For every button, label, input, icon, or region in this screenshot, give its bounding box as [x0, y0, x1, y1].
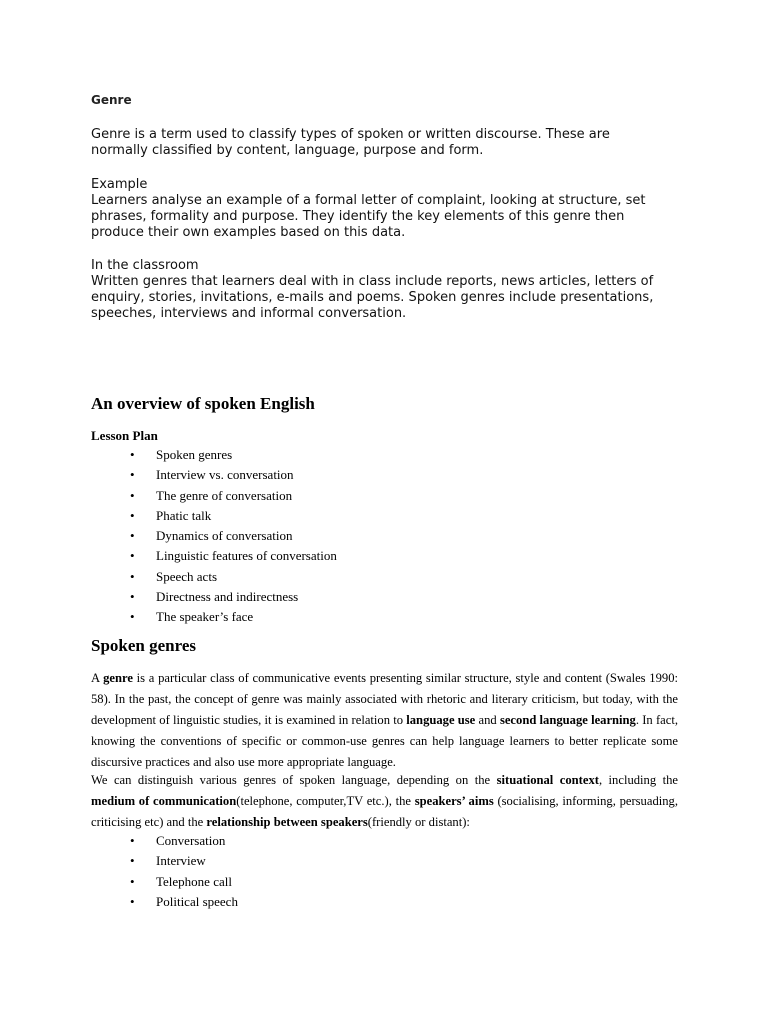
classroom-line: enquiry, stories, invitations, e-mails and poems. Spoken genres include presentations, — [91, 290, 654, 305]
para-bold-term: speakers’ aims — [414, 794, 494, 808]
para-text: We can distinguish various genres of spoken language, depending on the — [91, 773, 497, 787]
list-item — [91, 831, 651, 851]
list-item — [91, 872, 651, 892]
bullet-icon: • — [130, 568, 135, 584]
classroom-line: Written genres that learners deal with in class include reports, news articles, letters of — [91, 274, 654, 289]
list-item — [91, 607, 651, 627]
lesson-plan-label: Lesson Plan — [91, 428, 158, 443]
lesson-plan-list — [91, 445, 651, 628]
list-item — [91, 851, 651, 871]
genre-definition-paragraph — [91, 668, 678, 773]
bullet-icon: • — [130, 873, 135, 889]
genre-classroom — [91, 258, 691, 322]
bullet-icon: • — [130, 893, 135, 909]
para-text: A — [91, 671, 104, 685]
list-item-text: Directness and indirectness — [156, 589, 299, 605]
list-item-text: Linguistic features of conversation — [156, 548, 337, 564]
list-item-text: Conversation — [156, 833, 226, 848]
bullet-icon: • — [130, 609, 135, 625]
genre-heading: Genre — [91, 93, 132, 107]
para-bold-term: second language learning — [499, 713, 636, 727]
classroom-line: speeches, interviews and informal conversation. — [91, 306, 407, 321]
list-item-text: Telephone call — [156, 873, 232, 889]
list-item — [91, 506, 651, 526]
para-bold-term: genre — [103, 671, 133, 685]
bullet-icon: • — [130, 467, 135, 483]
list-item-text: Dynamics of conversation — [156, 528, 293, 544]
para-text: . In fact, knowing the conventions of specific or common-use genres can help language learners to better replicate some discursive practices and also use more appropriate language. — [91, 713, 678, 769]
list-item — [91, 587, 651, 607]
para-text: is a particular class of communicative events presenting similar structure, style and content (Swales 1990: 58). In the past, the concept of genre was mainly associated with rhetoric and literary criticism, but today, with the development of linguistic studies, it is examined in relation to — [91, 671, 678, 727]
bullet-icon: • — [130, 833, 135, 848]
list-item-text: The speaker’s face — [156, 609, 254, 625]
genre-distinction-paragraph — [91, 770, 678, 833]
list-item-text: The genre of conversation — [156, 487, 293, 503]
list-item-text: Interview — [156, 853, 206, 869]
example-line: phrases, formality and purpose. They identify the key elements of this genre then — [91, 209, 625, 224]
list-item-text: Spoken genres — [156, 447, 233, 462]
list-item-text: Political speech — [156, 893, 238, 909]
genre-example — [91, 177, 691, 241]
list-item-text: Speech acts — [156, 568, 218, 584]
spoken-genre-list — [91, 831, 651, 912]
para-bold-term: relationship between speakers — [206, 815, 368, 829]
para-bold-term: medium of communication — [91, 794, 237, 808]
spoken-genres-heading: Spoken genres — [91, 636, 197, 655]
definition-line: normally classified by content, language, purpose and form. — [91, 143, 484, 158]
para-text: (friendly or distant): — [367, 815, 470, 829]
bullet-icon: • — [130, 447, 135, 462]
classroom-label: In the classroom — [91, 258, 199, 273]
example-line: produce their own examples based on this data. — [91, 225, 406, 240]
para-text: (socialising, informing, persuading, criticising etc) and the — [91, 794, 678, 829]
list-item-text: Interview vs. conversation — [156, 467, 294, 483]
para-bold-term: language use — [406, 713, 476, 727]
para-bold-term: situational context — [496, 773, 599, 787]
example-label: Example — [91, 177, 148, 192]
bullet-icon: • — [130, 853, 135, 869]
bullet-icon: • — [130, 548, 135, 564]
para-text: (telephone, computer,TV etc.), the — [236, 794, 415, 808]
list-item — [91, 445, 651, 465]
bullet-icon: • — [130, 487, 135, 503]
para-text: and — [475, 713, 500, 727]
bullet-icon: • — [130, 589, 135, 605]
list-item — [91, 465, 651, 485]
list-item — [91, 567, 651, 587]
list-item — [91, 526, 651, 546]
list-item — [91, 892, 651, 912]
genre-definition — [91, 127, 691, 159]
definition-line: Genre is a term used to classify types of spoken or written discourse. These are — [91, 127, 610, 142]
overview-heading: An overview of spoken English — [91, 394, 315, 413]
bullet-icon: • — [130, 528, 135, 544]
list-item — [91, 486, 651, 506]
bullet-icon: • — [130, 507, 135, 523]
para-text: , including the — [598, 773, 678, 787]
example-line: Learners analyse an example of a formal letter of complaint, looking at structure, set — [91, 193, 646, 208]
list-item-text: Phatic talk — [156, 507, 212, 523]
list-item — [91, 546, 651, 566]
